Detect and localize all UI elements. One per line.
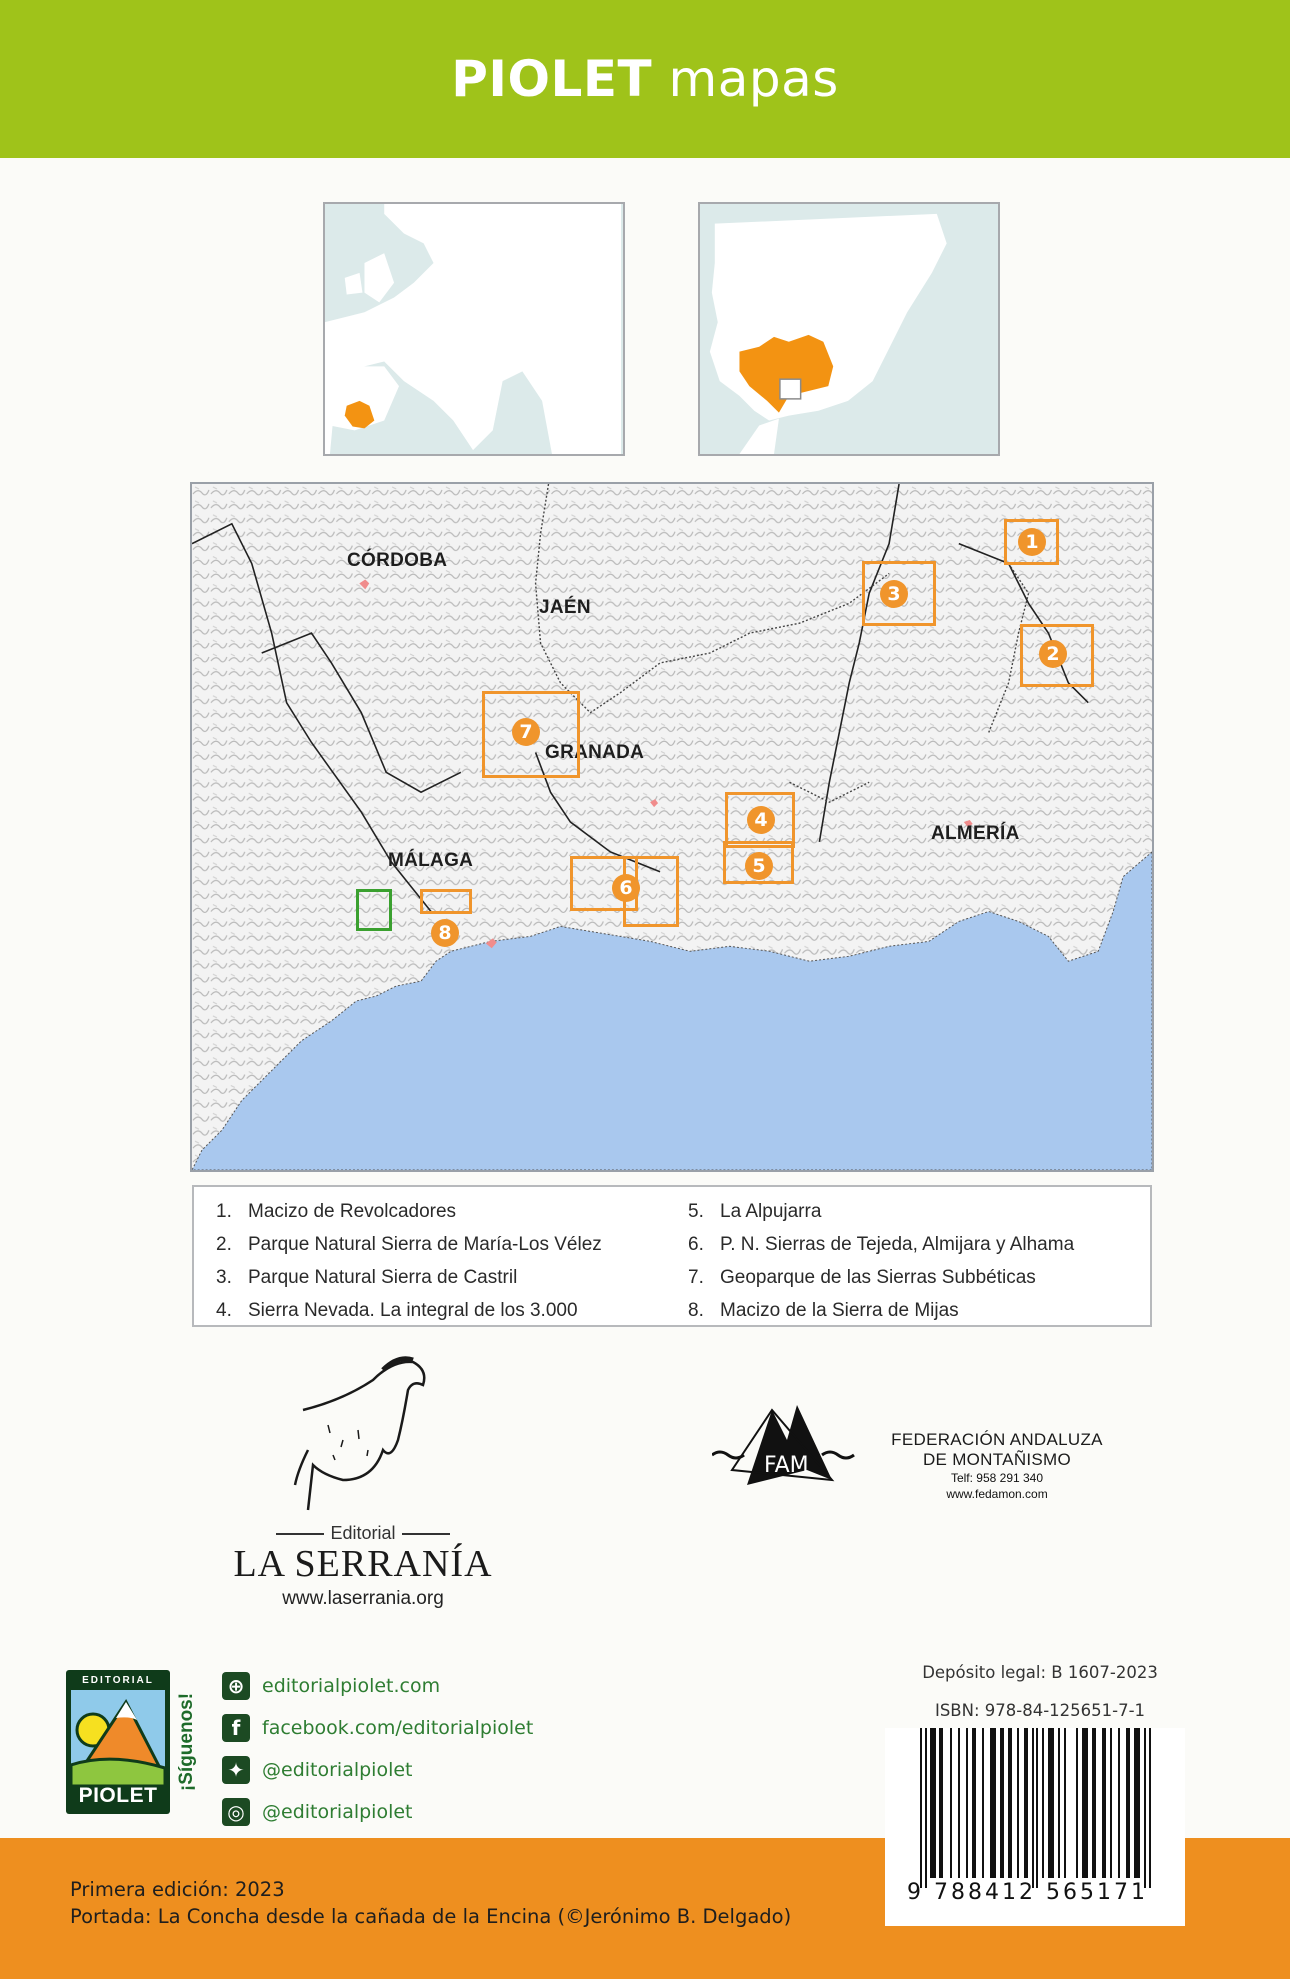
legend-item-2: 2. Parque Natural Sierra de María-Los Vélez (216, 1234, 602, 1255)
social-links (222, 1665, 533, 1833)
la-serrania-title: LA SERRANÍA (233, 1543, 493, 1585)
fam-phone: Telf: 958 291 340 (950, 1471, 1044, 1485)
editorial-label: Editorial (330, 1523, 396, 1543)
area-marker-6[interactable]: 6 (612, 874, 640, 902)
current-map-box[interactable] (356, 889, 392, 931)
cover-credit: Portada: La Concha desde la cañada de la Encina (©Jerónimo B. Delgado) (70, 1905, 792, 1928)
fam-text (872, 1430, 1122, 1502)
facebook-icon: f (222, 1714, 250, 1742)
ibex-drawing-icon (273, 1350, 453, 1520)
social-link-web[interactable] (222, 1665, 533, 1707)
fam-url[interactable]: www.fedamon.com (946, 1487, 1048, 1501)
header-banner (0, 0, 1290, 158)
area-marker-8[interactable]: 8 (431, 919, 459, 947)
legend-item-7: 7. Geoparque de las Sierras Subbéticas (688, 1267, 1036, 1288)
deposito-legal: Depósito legal: B 1607-2023 (922, 1663, 1158, 1682)
area-marker-1[interactable]: 1 (1018, 528, 1046, 556)
legal-info (870, 1654, 1210, 1730)
area-marker-7[interactable]: 7 (512, 718, 540, 746)
legend-item-8: 8. Macizo de la Sierra de Mijas (688, 1300, 959, 1321)
social-link-instagram[interactable] (222, 1791, 533, 1833)
area-marker-3[interactable]: 3 (880, 580, 908, 608)
brand-light: mapas (668, 50, 839, 108)
mountain-logo-icon (712, 1400, 862, 1500)
logo-bottom-text: PIOLET (78, 1784, 158, 1807)
edition-text: Primera edición: 2023 (70, 1878, 285, 1901)
social-link-facebook[interactable] (222, 1707, 533, 1749)
la-serrania-logo (228, 1350, 498, 1612)
instagram-icon: ◎ (222, 1798, 250, 1826)
brand-title (451, 50, 839, 108)
divider (402, 1533, 450, 1535)
la-serrania-url[interactable]: www.laserrania.org (282, 1588, 444, 1609)
editorial-piolet-logo (66, 1670, 170, 1814)
area-marker-4[interactable]: 4 (747, 806, 775, 834)
fam-logo (712, 1400, 1132, 1520)
city-label-almeria: ALMERÍA (931, 823, 1020, 844)
area-box-8[interactable] (420, 889, 472, 914)
fam-name-line2: DE MONTAÑISMO (922, 1450, 1072, 1469)
legend-item-1: 1. Macizo de Revolcadores (216, 1201, 457, 1222)
barcode (885, 1728, 1185, 1926)
social-label[interactable]: facebook.com/editorialpiolet (262, 1717, 534, 1739)
city-label-cordoba: CÓRDOBA (347, 550, 448, 571)
legend-item-4: 4. Sierra Nevada. La integral de los 3.000 (216, 1300, 578, 1321)
main-map (190, 482, 1154, 1172)
social-label[interactable]: @editorialpiolet (262, 1801, 413, 1823)
area-marker-5[interactable]: 5 (745, 852, 773, 880)
follow-us-label: ¡Síguenos! (176, 1692, 197, 1792)
svg-text:FAM: FAM (764, 1453, 809, 1478)
city-label-granada: GRANADA (545, 742, 645, 763)
legend-item-3: 3. Parque Natural Sierra de Castril (216, 1267, 518, 1288)
footer-text (70, 1876, 791, 1930)
social-label[interactable]: editorialpiolet.com (262, 1675, 441, 1697)
map-legend (192, 1185, 1152, 1327)
area-marker-2[interactable]: 2 (1039, 640, 1067, 668)
editorial-row (228, 1523, 498, 1544)
iberia-locator-map (698, 202, 1000, 456)
barcode-number: 9 788412 565171 (907, 1880, 1148, 1905)
twitter-icon: ✦ (222, 1756, 250, 1784)
city-label-malaga: MÁLAGA (388, 850, 474, 871)
legend-item-5: 5. La Alpujarra (688, 1201, 822, 1222)
social-link-twitter[interactable] (222, 1749, 533, 1791)
isbn: ISBN: 978-84-125651-7-1 (934, 1701, 1146, 1720)
europe-locator-map (323, 202, 625, 456)
city-label-jaen: JAÉN (539, 597, 591, 618)
mountain-sun-icon (71, 1690, 165, 1786)
barcode-bars-icon (920, 1728, 1160, 1888)
globe-icon: ⊕ (222, 1672, 250, 1700)
logo-top-text: EDITORIAL (82, 1675, 154, 1686)
legend-item-6: 6. P. N. Sierras de Tejeda, Almijara y Alhama (688, 1234, 1075, 1255)
divider (276, 1533, 324, 1535)
brand-bold: PIOLET (451, 50, 653, 108)
social-label[interactable]: @editorialpiolet (262, 1759, 413, 1781)
fam-name-line1: FEDERACIÓN ANDALUZA (891, 1430, 1103, 1449)
